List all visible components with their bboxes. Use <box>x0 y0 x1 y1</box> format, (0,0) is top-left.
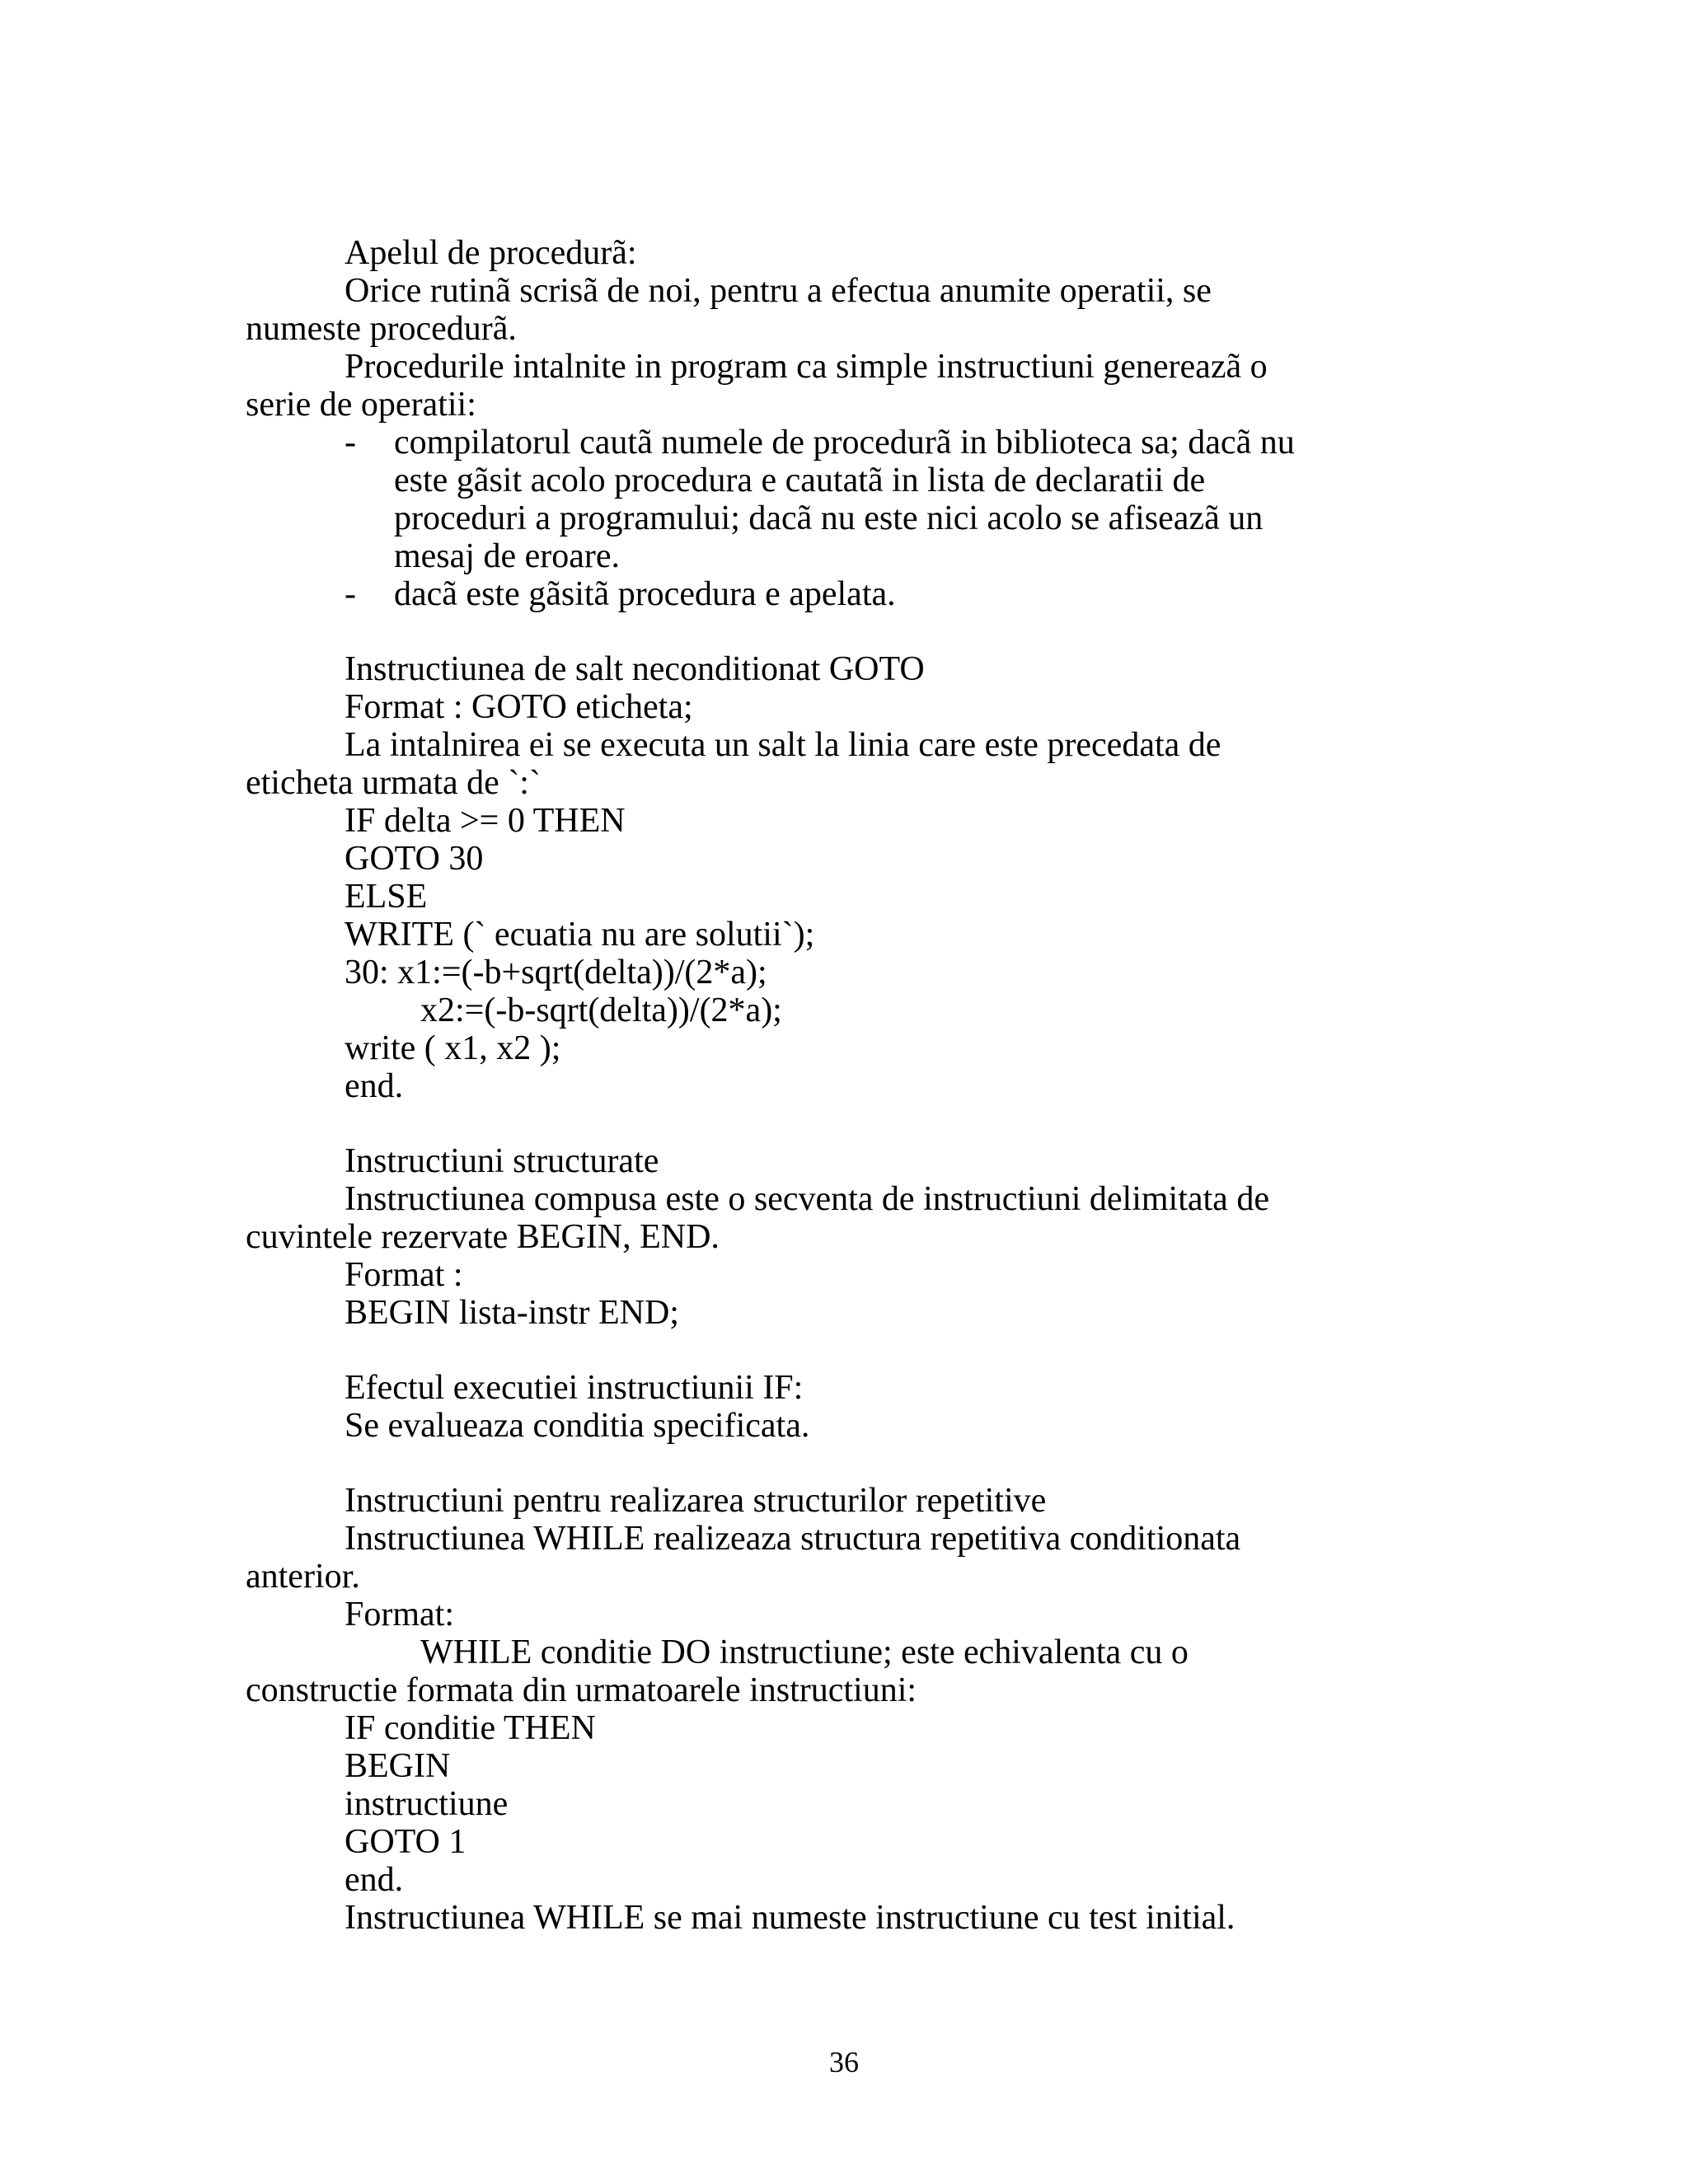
list-item-line: este gãsit acolo procedura e cautatã in lista de declaratii de <box>394 462 1206 499</box>
paragraph-line: Instructiunea compusa este o secventa de instructiuni delimitata de <box>345 1180 1269 1218</box>
code-line: x2:=(-b-sqrt(delta))/(2*a); <box>420 991 782 1029</box>
paragraph-line: Procedurile intalnite in program ca simple instructiuni genereazã o <box>345 348 1268 386</box>
code-line: ELSE <box>345 878 428 916</box>
code-line: BEGIN lista-instr END; <box>345 1294 679 1332</box>
paragraph-line: Se evalueaza conditia specificata. <box>345 1407 810 1445</box>
list-item-line: compilatorul cautã numele de procedurã in biblioteca sa; dacã nu <box>394 424 1295 462</box>
heading-instructiuni-structurate: Instructiuni structurate <box>345 1142 659 1180</box>
paragraph-line: Format: <box>345 1596 454 1633</box>
list-bullet: - <box>345 424 356 462</box>
paragraph-line: serie de operatii: <box>246 386 476 424</box>
paragraph-line: constructie formata din urmatoarele instructiuni: <box>246 1671 917 1709</box>
code-line: IF conditie THEN <box>345 1709 596 1747</box>
code-line: instructiune <box>345 1785 509 1823</box>
list-item-line: mesaj de eroare. <box>394 537 621 575</box>
code-line: 30: x1:=(-b+sqrt(delta))/(2*a); <box>345 954 767 991</box>
code-line: end. <box>345 1067 404 1105</box>
heading-efectul-if: Efectul executiei instructiunii IF: <box>345 1369 804 1407</box>
code-line: GOTO 30 <box>345 840 484 878</box>
paragraph-line: Format : GOTO eticheta; <box>345 688 693 726</box>
paragraph-line: cuvintele rezervate BEGIN, END. <box>246 1218 720 1256</box>
paragraph-line: Instructiunea WHILE realizeaza structura repetitiva conditionata <box>345 1520 1241 1558</box>
heading-apelul-de-procedura: Apelul de procedurã: <box>345 234 637 272</box>
code-line: write ( x1, x2 ); <box>345 1029 561 1067</box>
code-line: BEGIN <box>345 1747 451 1785</box>
list-item-line: proceduri a programului; dacã nu este nici acolo se afiseazã un <box>394 499 1264 537</box>
paragraph-line: Instructiunea WHILE se mai numeste instructiune cu test initial. <box>345 1899 1236 1937</box>
heading-goto: Instructiunea de salt neconditionat GOTO <box>345 650 925 688</box>
code-line: IF delta >= 0 THEN <box>345 802 626 840</box>
list-bullet: - <box>345 575 356 613</box>
code-line: GOTO 1 <box>345 1823 467 1861</box>
heading-structuri-repetitive: Instructiuni pentru realizarea structurilor repetitive <box>345 1482 1047 1520</box>
paragraph-line: La intalnirea ei se executa un salt la linia care este precedata de <box>345 726 1221 764</box>
paragraph-line: numeste procedurã. <box>246 310 517 348</box>
paragraph-line: Orice rutinã scrisã de noi, pentru a efectua anumite operatii, se <box>345 272 1212 310</box>
paragraph-line: WHILE conditie DO instructiune; este echivalenta cu o <box>420 1633 1189 1671</box>
code-line: WRITE (` ecuatia nu are solutii`); <box>345 916 815 954</box>
code-line: end. <box>345 1861 404 1899</box>
paragraph-line: anterior. <box>246 1558 360 1596</box>
paragraph-line: Format : <box>345 1256 463 1294</box>
list-item-line: dacã este gãsitã procedura e apelata. <box>394 575 896 613</box>
page-number: 36 <box>829 2046 859 2079</box>
paragraph-line: eticheta urmata de `:` <box>246 764 541 802</box>
